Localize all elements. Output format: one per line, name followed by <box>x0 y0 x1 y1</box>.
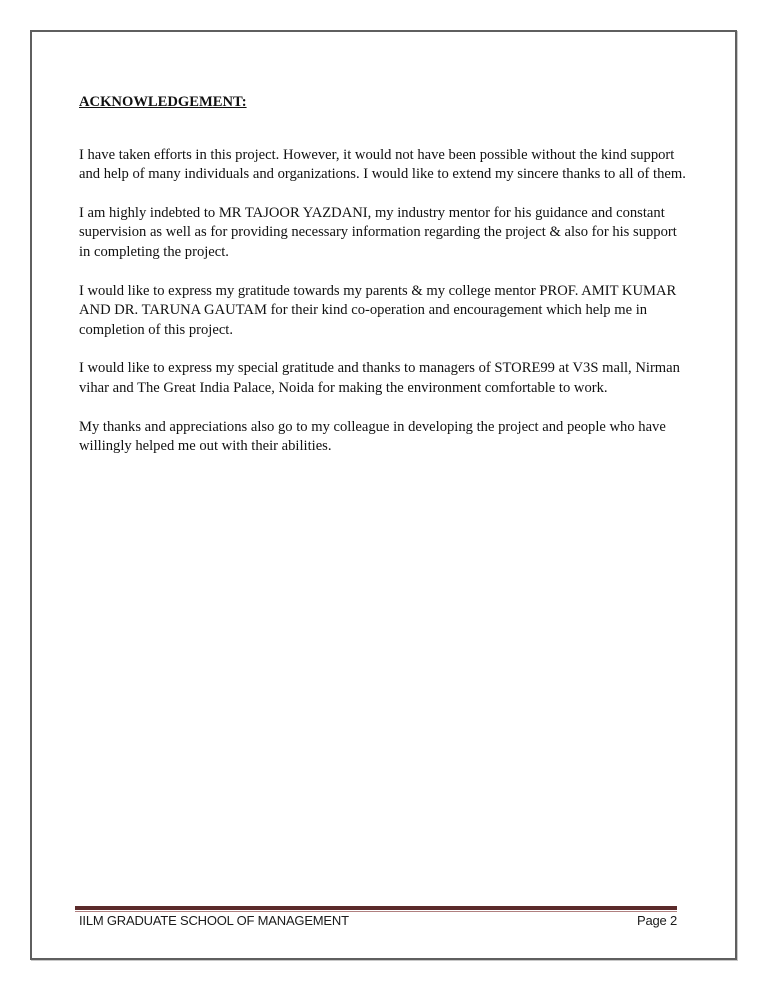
paragraph-college-mentor: I would like to express my gratitude towards my parents & my college mentor PROF. AMIT KUMAR AND DR. TARUNA GAUTAM for their kind co-operation and encouragement which help me in completion of this project. <box>79 282 677 338</box>
footer-page-number: Page 2 <box>636 913 677 928</box>
page-heading: ACKNOWLEDGEMENT: <box>79 94 247 110</box>
document-body <box>79 93 689 476</box>
page-footer <box>79 913 677 928</box>
paragraph-colleagues: My thanks and appreciations also go to my colleague in developing the project and people who have willingly helped me out with their abilities. <box>79 418 666 455</box>
paragraph-intro: I have taken efforts in this project. However, it would not have been possible without the kind support and help of many individuals and organizations. I would like to extend my sincere thanks to all of them. <box>79 146 686 183</box>
footer-institution: IILM GRADUATE SCHOOL OF MANAGEMENT <box>79 913 349 928</box>
paragraph-store-managers: I would like to express my special gratitude and thanks to managers of STORE99 at V3S mall, Nirman vihar and The Great India Palace, Noida for making the environment comfortable to work. <box>79 360 680 396</box>
paragraph-industry-mentor: I am highly indebted to MR TAJOOR YAZDANI, my industry mentor for his guidance and constant supervision as well as for providing necessary information regarding the project & also for his support in completing the project. <box>79 204 677 260</box>
footer-divider-thin <box>75 911 677 912</box>
footer-divider <box>75 906 677 910</box>
